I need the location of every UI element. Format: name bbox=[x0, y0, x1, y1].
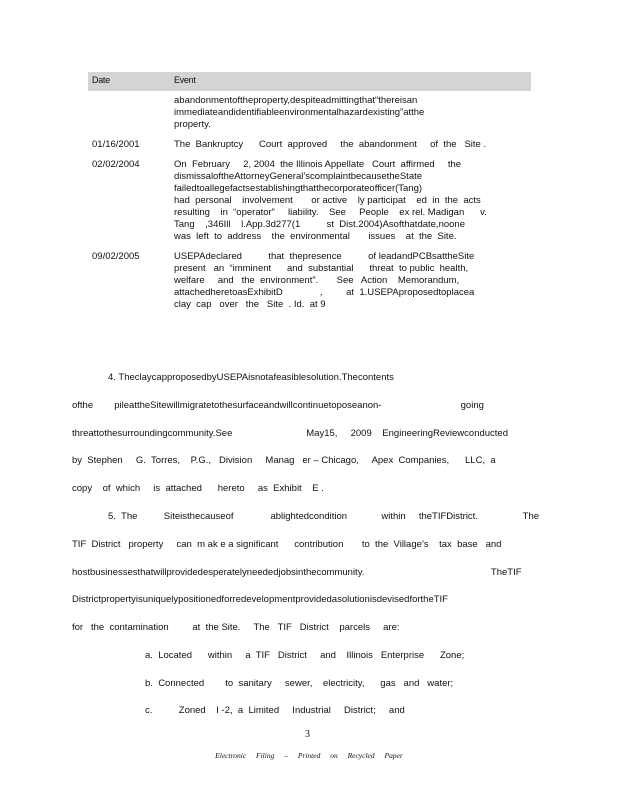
page-footer: Electronic Filing – Printed on Recycled Paper bbox=[215, 751, 403, 760]
event-line: was left to address the environmental issues at the Site. bbox=[174, 231, 457, 242]
events-table bbox=[88, 72, 531, 311]
list-item: c. Zoned I -2, a Limited Industrial District; and bbox=[145, 705, 405, 716]
event-line: abandonmentoftheproperty,despiteadmittingthat“thereisan bbox=[174, 95, 418, 106]
event-line: resulting in “operator” liability. See People ex rel. Madigan v. bbox=[174, 207, 487, 218]
table-row bbox=[88, 251, 531, 311]
event-line: welfare and the environment”. See Action Memorandum, bbox=[174, 275, 460, 286]
paragraph-4-line: ofthe pileattheSitewillmigratetothesurfaceandwillcontinuetoposeanon- going bbox=[72, 400, 484, 411]
date-column-header: Date bbox=[92, 75, 110, 85]
paragraph-4-line: threattothesurroundingcommunity.See May15, 2009 EngineeringReviewconducted bbox=[72, 428, 508, 439]
paragraph-5-line: TIF District property can m ak e a significant contribution to the Village’s tax base and bbox=[72, 539, 502, 550]
table-row bbox=[88, 159, 531, 243]
table-row bbox=[88, 139, 531, 151]
event-line: On February 2, 2004 the Illinois Appellate Court affirmed the bbox=[174, 159, 462, 170]
event-line: dismissaloftheAttorneyGeneral’scomplaintbecausetheState bbox=[174, 171, 423, 182]
event-line: The Bankruptcy Court approved the abandonment of the Site . bbox=[174, 139, 487, 150]
paragraph-4-line: by Stephen G. Torres, P.G., Division Manag er – Chicago, Apex Companies, LLC, a bbox=[72, 455, 496, 466]
event-line: immediateandidentifiableenvironmentalhazardexisting”atthe bbox=[174, 107, 425, 118]
event-line: present an “imminent and substantial threat to public health, bbox=[174, 263, 469, 274]
row-event bbox=[174, 95, 494, 131]
table-header bbox=[88, 72, 531, 91]
paragraph-5-line: hostbusinessesthatwillprovidedesperatelyneededjobsinthecommunity. TheTIF bbox=[72, 567, 522, 578]
event-line: failedtoallegefactsestablishingthatthecorporateofficer(Tang) bbox=[174, 183, 423, 194]
event-line: had personal involvement or active ly participat ed in the acts bbox=[174, 195, 481, 206]
paragraph-4-line: copy of which is attached hereto as Exhibit E . bbox=[72, 483, 324, 494]
event-column-header: Event bbox=[174, 75, 196, 85]
row-date: 01/16/2001 bbox=[92, 139, 140, 150]
list-item: b. Connected to sanitary sewer, electricity, gas and water; bbox=[145, 678, 454, 689]
event-line: Tang ,346Ill l.App.3d277(1 st Dist.2004)Asofthatdate,noone bbox=[174, 219, 465, 230]
row-event bbox=[174, 159, 494, 243]
list-item: a. Located within a TIF District and Illinois Enterprise Zone; bbox=[145, 650, 465, 661]
row-date: 09/02/2005 bbox=[92, 251, 140, 262]
event-line: USEPAdeclared that thepresence of leadandPCBsattheSite bbox=[174, 251, 475, 262]
row-date: 02/02/2004 bbox=[92, 159, 140, 170]
page-number: 3 bbox=[305, 729, 310, 740]
paragraph-5-line: DistrictpropertyisuniquelypositionedforredevelopmentprovidedasolutionisdevisedfortheTIF bbox=[72, 594, 448, 605]
paragraph-4-line: 4. TheclaycapproposedbyUSEPAisnotafeasiblesolution.Thecontents bbox=[108, 372, 394, 383]
event-line: property. bbox=[174, 119, 211, 130]
event-line: attachedheretoasExhibitD , at 1.USEPAproposedtoplacea bbox=[174, 287, 475, 298]
row-event bbox=[174, 251, 494, 311]
row-event bbox=[174, 139, 494, 151]
paragraph-5-line: for the contamination at the Site. The TIF District parcels are: bbox=[72, 622, 400, 633]
table-row bbox=[88, 95, 531, 131]
event-line: clay cap over the Site . Id. at 9 bbox=[174, 299, 326, 310]
paragraph-5-line: 5. The Siteisthecauseof ablightedcondition within theTIFDistrict. The bbox=[108, 511, 540, 522]
